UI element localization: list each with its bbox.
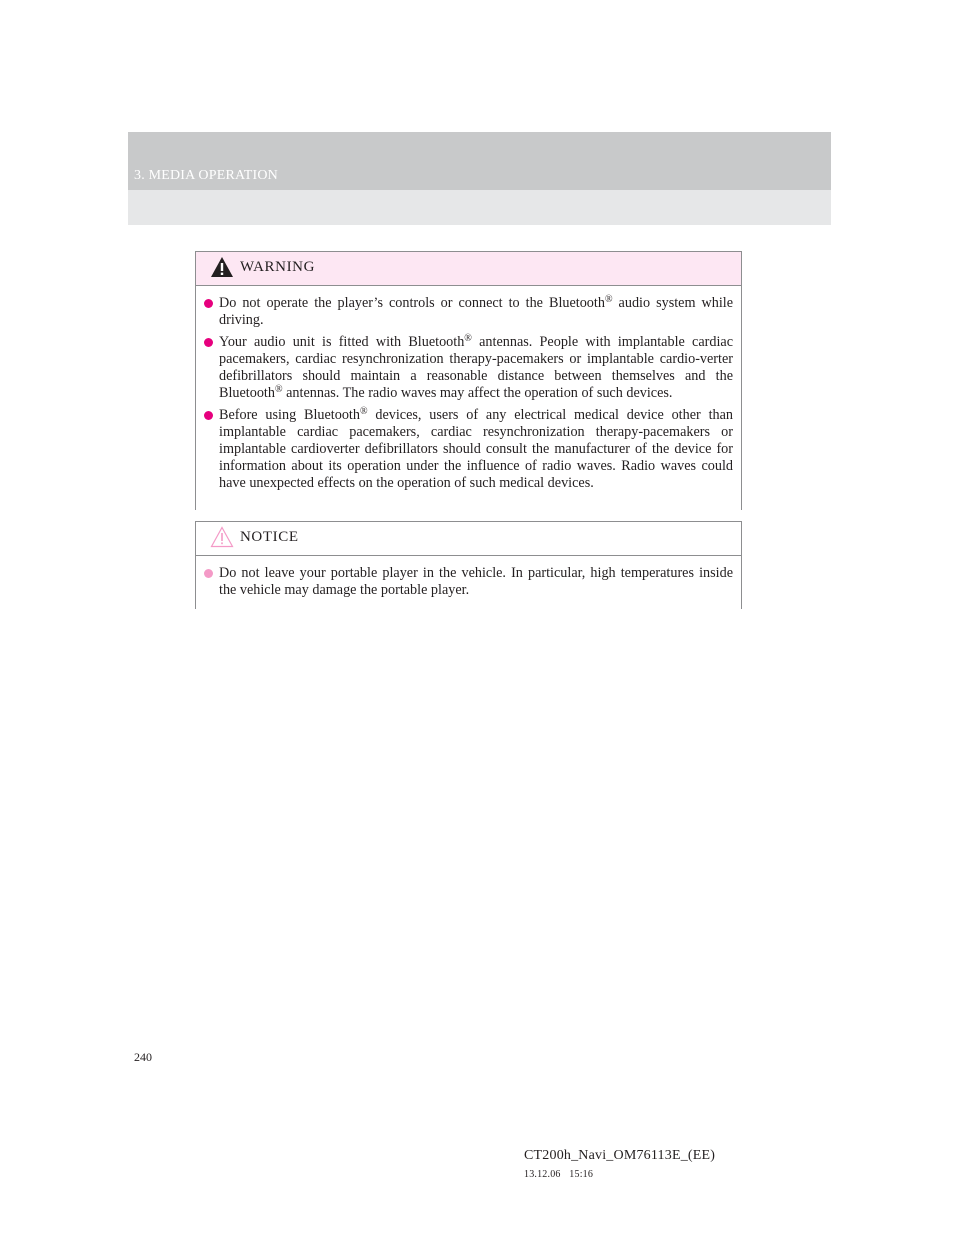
bullet-icon bbox=[204, 411, 213, 420]
notice-title: NOTICE bbox=[240, 529, 299, 545]
caution-triangle-icon bbox=[210, 526, 234, 548]
header-sub-band bbox=[128, 190, 831, 225]
page-number: 240 bbox=[134, 1050, 152, 1064]
notice-item: Do not leave your portable player in the vehicle. In particular, high temperatures inside the vehicle may damage the portable player. bbox=[204, 565, 733, 599]
warning-title: WARNING bbox=[240, 259, 316, 275]
section-title: 3. MEDIA OPERATION bbox=[134, 168, 278, 183]
warning-body bbox=[196, 286, 741, 510]
warning-item: Before using Bluetooth® devices, users of any electrical medical device other than implantable cardiac pacemakers, cardiac resynchronization therapy-pacemakers or implantable cardioverter defibrillators should consult the manufacturer of the device for information about its operation under the influence of radio waves. Radio waves could have unexpected effects on the operation of such medical devices. bbox=[204, 407, 733, 492]
warning-item: Do not operate the player’s controls or connect to the Bluetooth® audio system while driving. bbox=[204, 295, 733, 329]
notice-header bbox=[196, 522, 741, 556]
notice-box bbox=[195, 521, 742, 609]
print-timestamp: 13.12.06 15:16 bbox=[524, 1169, 594, 1180]
document-id: CT200h_Navi_OM76113E_(EE) bbox=[524, 1148, 716, 1163]
warning-header bbox=[196, 252, 741, 286]
bullet-icon bbox=[204, 569, 213, 578]
warning-box bbox=[195, 251, 742, 510]
warning-item: Your audio unit is fitted with Bluetooth® antennas. People with implantable cardiac pacemakers, cardiac resynchronization therapy-pacemakers or implantable cardio-verter defibrillators should maintain a reasonable distance between themselves and the Bluetooth® antennas. The radio waves may affect the operation of such devices. bbox=[204, 334, 733, 402]
warning-triangle-icon bbox=[210, 256, 234, 278]
notice-body bbox=[196, 556, 741, 609]
bullet-icon bbox=[204, 299, 213, 308]
bullet-icon bbox=[204, 338, 213, 347]
